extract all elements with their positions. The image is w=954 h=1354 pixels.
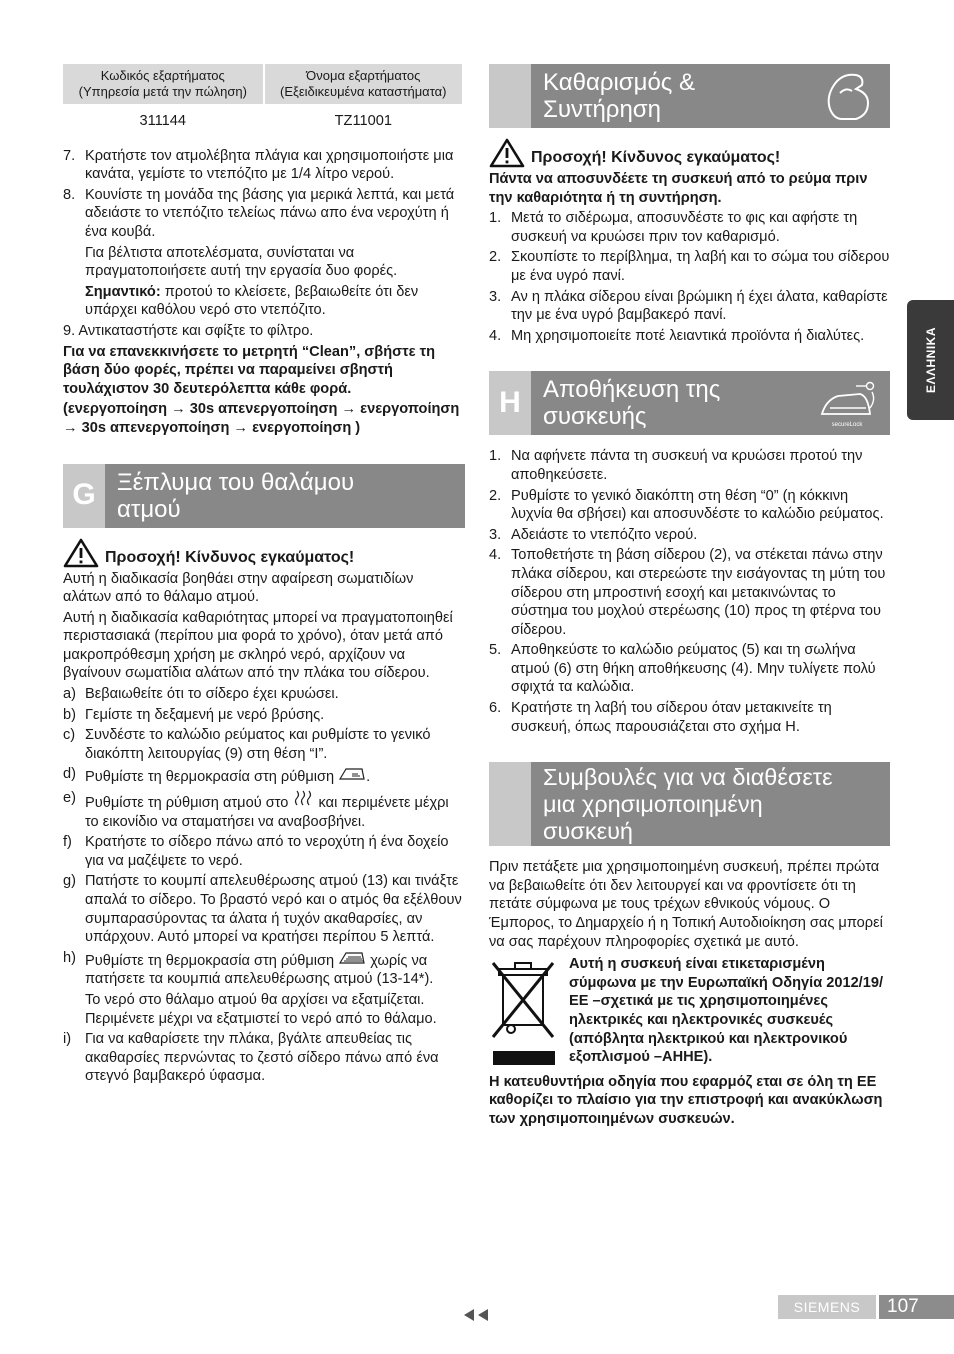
parts-table-header-name: Όνομα εξαρτήματος (Εξειδικευμένα καταστήματα) xyxy=(265,64,462,104)
section-g-header xyxy=(63,464,465,528)
section-clean-item-3: 3. Αν η πλάκα σίδερου είναι βρώμικη ή έχει άλατα, καθαρίστε την με ένα υγρό βαμβακερό πανί. xyxy=(489,288,888,324)
iron-max-temp-icon xyxy=(338,949,366,965)
warning-icon xyxy=(63,538,99,568)
section-g-item-c: c) Συνδέστε το καλώδιο ρεύματος και ρυθμίστε το γενικό διακόπτη λειτουργίας (9) στη θέση “I”. xyxy=(63,727,431,762)
section-disposal-final: Η κατευθυντήρια οδηγία που εφαρμόζ εται σε όλη τη ΕΕ καθορίζει το πλαίσιο για την επιστροφή και ανακύκλωση των χρησιμοποιημένων συσκευών. xyxy=(489,1073,883,1127)
weee-bin-icon xyxy=(489,955,569,1073)
parts-table-header-code: Κωδικός εξαρτήματος (Υπηρεσία μετά την πώληση) xyxy=(63,64,263,104)
page-number: 107 xyxy=(879,1295,954,1319)
section-clean-item-1: 1. Μετά το σιδέρωμα, αποσυνδέστε το φις και αφήστε τη συσκευή να κρυώσει πριν τον καθαρισμό. xyxy=(489,210,858,245)
section-g-item-f: f) Κρατήστε το σίδερο πάνω από το νεροχύτη ή ένα δοχείο για να μαζέψετε το νερό. xyxy=(63,834,449,869)
section-g-item-a: a) Βεβαιωθείτε ότι το σίδερο έχει κρυώσει. xyxy=(63,686,339,703)
brand-label: SIEMENS xyxy=(778,1295,876,1319)
section-g-intro-2: Αυτή η διαδικασία καθαριότητας μπορεί να πραγματοποιηθεί περιστασιακά (περίπου μια φορά το χρόνο), όταν μετά από μακροπρόθεσμη χρήση με σκληρό νερό, αρχίζουν να βγαίνουν σωματίδια αλάτων από την πλάκα του σίδερου. xyxy=(63,609,453,682)
weee-block xyxy=(489,955,890,1073)
section-h-item-4: 4. Τοποθετήστε τη βάση σίδερου (2), να στέκεται πάνω στην πλάκα σίδερου, και στερεώστε την εισάγοντας τη μύτη του σίδερου στη μπροστινή εσοχή και μετακινώντας το σύστημα του μοχλού στερέωσης (10) προς τη φτέρνα του σίδερου. xyxy=(489,547,886,638)
section-disposal-title: Συμβουλές για να διαθέσετε μια χρησιμοποιημένη συσκευή xyxy=(531,762,890,846)
section-g-item-e: e) Ρυθμίστε τη ρύθμιση ατμού στο και περιμένετε μέχρι το εικονίδιο να σταματήσει να αναβοσβήνει. xyxy=(63,790,449,830)
section-disposal-letter xyxy=(489,762,531,846)
step-8: 8. Κουνίστε τη μονάδα της βάσης για μερικά λεπτά, και μετά αδειάστε το ντεπόζιτο τελείως πάνω απο ένα νεροχύτη ή ένα κουβά. xyxy=(63,186,455,240)
step-7: 7. Κρατήστε τον ατμολέβητα πλάγια και χρησιμοποιήστε μια κανάτα, γεμίστε το ντεπόζιτο με 1/4 λίτρο νερού. xyxy=(63,147,454,183)
section-g-item-h-note: Το νερό στο θάλαμο ατμού θα αρχίσει να εξατμίζεται. Περιμένετε μέχρι να εξατμιστεί το νερό από το θάλαμο. xyxy=(85,991,437,1027)
reset-sequence: (ενεργοποίηση → 30s απενεργοποίηση → ενεργοποίηση → 30s απενεργοποίηση → ενεργοποίηση ) xyxy=(63,401,460,436)
section-clean-item-2: 2. Σκουπίστε το περίβλημα, τη λαβή και το σώμα του σίδερου με ένα υγρό πανί. xyxy=(489,249,890,284)
section-clean-note: Πάντα να αποσυνδέετε τη συσκευή από το ρεύμα πριν την καθαριότητα ή τη συντήρηση. xyxy=(489,171,868,206)
parts-table-code: 311144 xyxy=(139,113,187,129)
right-column xyxy=(489,64,890,1131)
parts-table-name: TZ11001 xyxy=(334,113,392,129)
reset-instructions: Για να επανεκκινήσετε το μετρητή “Clean”, σβήστε τη βάση δύο φορές, πρέπει να παραμείνει σβηστή τουλάχιστον 30 δευτερόλεπτα κάθε φορά. xyxy=(63,343,436,397)
section-h-item-6: 6. Κρατήστε τη λαβή του σίδερου όταν μετακινείτε τη συσκευή, όπως παρουσιάζεται στο σχήμα H. xyxy=(489,700,832,735)
section-disposal-header xyxy=(489,762,890,846)
warning-icon xyxy=(489,138,525,168)
section-h-item-2: 2. Ρυθμίστε το γενικό διακόπτη στη θέση “0” (η κόκκινη λυχνία θα σβήσει) και αποσυνδέστε το καλώδιο ρεύματος. xyxy=(489,487,884,523)
section-g-warning: Προσοχή! Κίνδυνος εγκαύματος! xyxy=(63,538,465,568)
section-clean-header xyxy=(489,64,890,128)
section-g-item-i: i) Για να καθαρίσετε την πλάκα, βγάλτε απευθείας τις ακαθαρσίες περνώντας το ζεστό σίδερο πάνω από ένα στεγνό βαμβακερό ύφασμα. xyxy=(63,1031,439,1085)
section-clean-warning: Προσοχή! Κίνδυνος εγκαύματος! xyxy=(489,138,890,168)
section-h-item-1: 1. Να αφήνετε πάντα τη συσκευή να κρυώσει προτού την αποθηκεύσετε. xyxy=(489,448,863,483)
section-h-letter: H xyxy=(489,371,531,435)
parts-table xyxy=(61,64,464,137)
section-g-title: Ξέπλυμα του θαλάμου ατμού xyxy=(105,464,465,528)
section-g-item-b: b) Γεμίστε τη δεξαμενή με νερό βρύσης. xyxy=(63,706,325,723)
step-8-important: Σημαντικό: προτού το κλείσετε, βεβαιωθείτε ότι δεν υπάρχει καθόλου νερό στο ντεπόζιτο. xyxy=(85,283,419,319)
section-h-item-3: 3. Αδειάστε το ντεπόζιτο νερού. xyxy=(489,526,698,543)
section-g-item-h: h) Ρυθμίστε τη θερμοκρασία στη ρύθμιση χωρίς να πατήσετε τα κουμπιά απελευθέρωσης ατμού (13-14*). xyxy=(63,949,434,988)
section-h-title: Αποθήκευση της συσκευής secureLock xyxy=(531,371,890,435)
section-clean-title: Καθαρισμός & Συντήρηση xyxy=(531,64,890,128)
weee-text: Αυτή η συσκευή είναι ετικεταρισμένη σύμφωνα με την Ευρωπαϊκή Οδηγία 2012/19/ΕΕ –σχετικά με τις χρησιμοποιημένες ηλεκτρικές και ηλεκτρονικές συσκευές (απόβλητα ηλεκτρικού και ηλεκτρονικού εξοπλισμού –AHHE). xyxy=(569,956,884,1066)
section-clean-item-4: 4. Μη χρησιμοποιείτε ποτέ λειαντικά προϊόντα ή διαλύτες. xyxy=(489,327,865,344)
section-h-header xyxy=(489,371,890,435)
cleaning-hand-icon xyxy=(822,69,878,123)
previous-page-icon[interactable] xyxy=(462,1308,490,1327)
section-disposal-intro: Πριν πετάξετε μια χρησιμοποιημένη συσκευή, πρέπει πρώτα να βεβαιωθείτε ότι δεν λειτουργεί και να φροντίσετε ότι τη πετάτε σύμφωνα με τους τρέχων εθνικούς νόμους. Ο Έμπορος, το Δημαρχείο ή η Τοπική Αυτοδιοίκηση σας μπορεί να σας παρέχουν πληροφορίες σχετικά με αυτό. xyxy=(489,859,883,950)
section-h-item-5: 5. Αποθηκεύστε το καλώδιο ρεύματος (5) και τη σωλήνα ατμού (6) στη θήκη αποθήκευσης (4). Μην τυλίγετε πολύ σφιχτά τα καλώδια. xyxy=(489,642,876,696)
steam-icon xyxy=(292,789,314,807)
section-g-item-d: d) Ρυθμίστε τη θερμοκρασία στη ρύθμιση . xyxy=(63,766,371,786)
section-g-intro-1: Αυτή η διαδικασία βοηθάει στην αφαίρεση σωματιδίων αλάτων από το θάλαμο ατμού. xyxy=(63,570,414,606)
iron-temp-icon xyxy=(338,765,366,781)
secure-lock-caption: secureLock xyxy=(831,422,863,429)
step-8-extra: Για βέλτιστα αποτελέσματα, συνίσταται να πραγματοποιήσετε αυτή την εργασία δυο φορές. xyxy=(85,244,398,280)
secure-lock-iron-icon xyxy=(816,378,878,422)
step-9: 9. Αντικαταστήστε και σφίξτε το φίλτρο. xyxy=(63,322,314,339)
language-tab: ΕΛΛΗΝΙΚΑ xyxy=(907,300,954,420)
section-g-item-g: g) Πατήστε το κουμπί απελευθέρωσης ατμού (13) και τινάξτε απαλά το σίδερο. Το βραστό νερό και ο ατμός θα εξέλθουν συμπαρασύροντας τα άλατα ή τυχόν ακαθαρσίες, αν υπάρχουν. Αυτό μπορεί να κρατήσει περίπου 5 λεπτά. xyxy=(63,873,462,946)
section-g-letter: G xyxy=(63,464,105,528)
section-clean-letter xyxy=(489,64,531,128)
left-column xyxy=(63,64,465,1088)
